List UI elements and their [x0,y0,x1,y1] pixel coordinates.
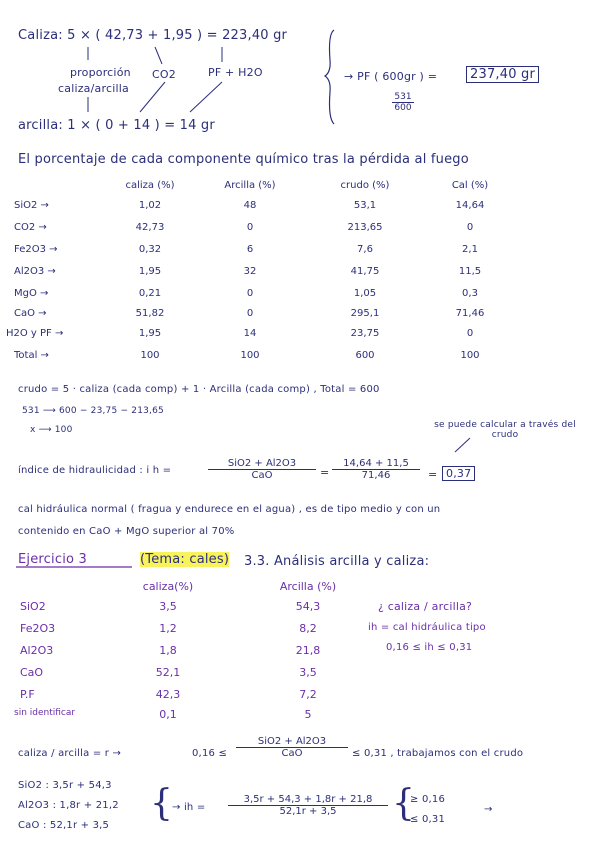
header-cal: Cal (%) [451,180,489,191]
cell-arcilla: 0 [246,308,254,319]
cell-caliza: 1,02 [138,200,162,211]
composition-table [0,180,601,365]
ih2-fraction [228,794,388,817]
condition-max: ≤ 0,31 [410,814,446,825]
cell-crudo: 41,75 [350,266,380,277]
cell-arcilla: 8,2 [299,622,317,635]
exercise-topic: (Tema: cales) [140,552,230,567]
cell-cal: 11,5 [458,266,482,277]
cell-arcilla: 0 [246,288,254,299]
row-label: Fe2O3 → [14,244,58,255]
cell-arcilla: 32 [243,266,257,277]
ih-fraction-1 [208,458,316,481]
cell-cal: 0 [466,328,474,339]
cell-caliza: 42,3 [155,688,181,701]
row-label: CaO → [14,308,47,319]
cell-arcilla: 5 [304,708,312,721]
conclusion-line-2: contenido en CaO + MgO superior al 70% [18,526,235,537]
cell-caliza: 1,8 [159,644,177,657]
cell-caliza: 1,95 [138,266,162,277]
table-header [0,180,601,194]
ih-range: 0,16 ≤ ih ≤ 0,31 [386,642,473,653]
cell-caliza: 1,2 [159,622,177,635]
inequality-numerator: SiO2 + Al2O3 [236,736,348,748]
ih-definition: ih = cal hidráulica tipo [368,622,486,633]
rule-of-three-1: 531 ⟶ 600 − 23,75 − 213,65 [22,406,164,416]
row-label: CaO [20,666,44,679]
cell-arcilla: 21,8 [295,644,321,657]
header-caliza: caliza (%) [125,180,175,191]
brace-right: { [392,783,415,824]
row-label: Fe2O3 [20,622,56,635]
header-crudo: crudo (%) [340,180,390,191]
cell-caliza: 0,21 [138,288,162,299]
ih-numerator-values: 14,64 + 11,5 [332,458,420,470]
crudo-equation: crudo = 5 · caliza (cada comp) + 1 · Arcilla (cada comp) , Total = 600 [18,384,380,395]
pf-result: 237,40 gr [466,66,539,83]
ih-numerator: SiO2 + Al2O3 [208,458,316,470]
cell-caliza: 0,1 [159,708,177,721]
row-label: H2O y PF → [6,328,64,339]
question-label: ¿ caliza / arcilla? [378,600,473,613]
ratio-numerator: 531 [392,92,414,103]
arcilla-equation: arcilla: 1 × ( 0 + 14 ) = 14 gr [18,118,215,133]
cell-cal: 71,46 [455,308,485,319]
ih-result: 0,37 [442,466,475,481]
row-label: Al2O3 → [14,266,56,277]
row-label: Al2O3 [20,644,54,657]
eq-cao: CaO : 52,1r + 3,5 [18,820,110,831]
header-arcilla: Arcilla (%) [224,180,276,191]
cell-caliza: 3,5 [159,600,177,613]
header-arcilla: Arcilla (%) [279,580,337,593]
cell-arcilla: 48 [243,200,257,211]
cell-caliza: 52,1 [155,666,181,679]
cell-arcilla: 7,2 [299,688,317,701]
proporcion-label: proporción [70,66,131,79]
cell-crudo: 213,65 [347,222,383,233]
pf600-label: → PF ( 600gr ) = [344,70,438,83]
eq-sio2: SiO2 : 3,5r + 54,3 [18,780,112,791]
cell-crudo: 23,75 [350,328,380,339]
row-label: CO2 → [14,222,47,233]
cell-arcilla: 54,3 [295,600,321,613]
final-arrow: → [484,804,493,815]
row-label: P.F [20,688,35,701]
cell-caliza: 0,32 [138,244,162,255]
row-label: sin identificar [14,708,76,718]
equals-sign-2: = [428,468,438,481]
cell-arcilla: 6 [246,244,254,255]
caliza-equation: Caliza: 5 × ( 42,73 + 1,95 ) = 223,40 gr [18,28,288,43]
cell-arcilla: 14 [243,328,257,339]
cell-arcilla: 0 [246,222,254,233]
cell-caliza: 42,73 [135,222,165,233]
ih-denominator: CaO [251,470,273,481]
inequality-denominator: CaO [281,748,303,759]
pf-h2o-label: PF + H2O [208,66,263,79]
ih2-denominator: 52,1r + 3,5 [279,806,337,817]
section1-title: El porcentaje de cada componente químico tras la pérdida al fuego [18,152,469,167]
row-label: SiO2 → [14,200,49,211]
ratio-denominator: 600 [394,103,412,113]
row-label: Total → [14,350,49,361]
cell-crudo: 1,05 [353,288,377,299]
cell-caliza: 1,95 [138,328,162,339]
cell-crudo: 600 [355,350,375,361]
ih2-numerator: 3,5r + 54,3 + 1,8r + 21,8 [228,794,388,806]
caliza-arcilla-label: caliza/arcilla [58,82,129,95]
cell-caliza: 51,82 [135,308,165,319]
cell-cal: 0,3 [462,288,478,299]
conclusion-line-1: cal hidráulica normal ( fragua y endurece en el agua) , es de tipo medio y con un [18,504,441,515]
cell-crudo: 7,6 [357,244,373,255]
cell-cal: 14,64 [455,200,485,211]
analysis-table [0,580,601,720]
ih-label: índice de hidraulicidad : i h = [18,465,172,476]
row-label: SiO2 [20,600,46,613]
brace-left: { [150,783,173,824]
cell-arcilla: 100 [240,350,260,361]
eq-al2o3: Al2O3 : 1,8r + 21,2 [18,800,119,811]
cell-cal: 2,1 [462,244,478,255]
exercise-title: Ejercicio 3 [18,552,87,567]
crudo-note: se puede calcular a través del crudo [434,420,576,440]
inequality-left: 0,16 ≤ [192,748,228,759]
ratio-fraction [392,92,414,113]
ih-fraction-2 [332,458,420,481]
ratio-line: caliza / arcilla = r → [18,748,122,759]
cell-cal: 100 [460,350,480,361]
ih2-label: → ih = [172,802,206,813]
row-label: MgO → [14,288,49,299]
cell-crudo: 295,1 [350,308,380,319]
cell-arcilla: 3,5 [299,666,317,679]
co2-label: CO2 [152,68,176,81]
header-caliza: caliza(%) [142,580,194,593]
ih-denominator-values: 71,46 [361,470,391,481]
inequality-right: ≤ 0,31 , trabajamos con el crudo [352,748,524,759]
exercise-subtitle: 3.3. Análisis arcilla y caliza: [244,554,430,569]
cell-cal: 0 [466,222,474,233]
equals-sign: = [320,466,330,479]
inequality-fraction [236,736,348,759]
cell-caliza: 100 [140,350,160,361]
cell-crudo: 53,1 [353,200,377,211]
condition-min: ≥ 0,16 [410,794,446,805]
rule-of-three-2: x ⟶ 100 [30,425,73,435]
